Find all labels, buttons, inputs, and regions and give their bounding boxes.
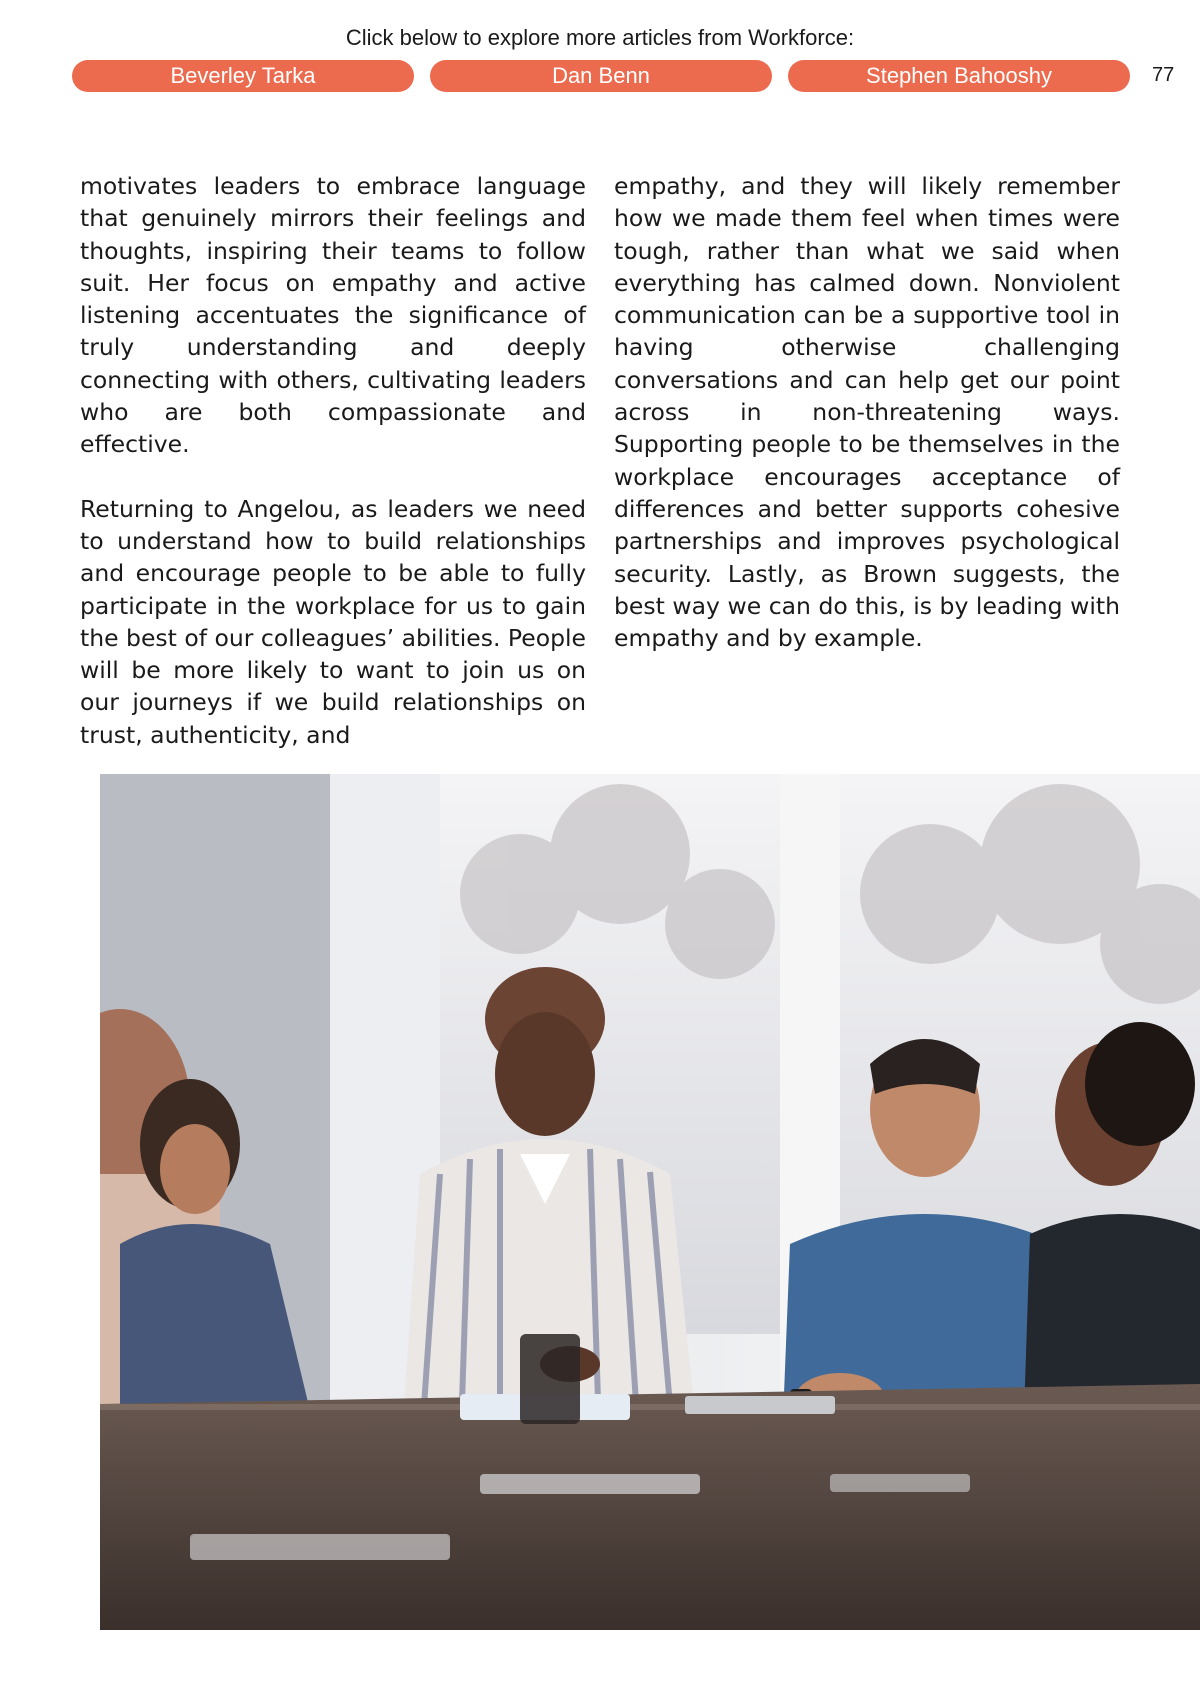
paragraph: Returning to Angelou, as leaders we need to understand how to build relationships and encourage people to be able to fully participate in the workplace for us to gain the best of our colleagues’ abilities. People will be more likely to want to join us on our journeys if we build relationships on trust, authenticity, and bbox=[80, 494, 586, 749]
paragraph: motivates leaders to embrace language that genuinely mirrors their feelings and thoughts, inspiring their teams to follow suit. Her focus on empathy and active listening accentuates the significance of truly understanding and deeply connecting with others, cultivating leaders who are both compassionate and effective. bbox=[80, 172, 586, 459]
explore-prompt: Click below to explore more articles from Workforce: bbox=[345, 25, 855, 50]
meeting-photo bbox=[100, 774, 1200, 1630]
paragraph: empathy, and they will likely remember how we made them feel when times were tough, rather than what we said when everything has calmed down. Nonviolent communication can be a supportive tool in having otherwise challenging conversations and can help get our point across in non-threatening ways. Supporting people to be themselves in the workplace encourages acceptance of differences and better supports cohesive partnerships and improves psychological security. Lastly, as Brown suggests, the best way we can do this, is by leading with empathy and by example. bbox=[614, 172, 1120, 653]
article-link-dan-benn[interactable]: Dan Benn bbox=[430, 60, 772, 92]
article-links bbox=[72, 60, 1134, 92]
article-column-left bbox=[80, 170, 586, 751]
article-link-beverley-tarka[interactable]: Beverley Tarka bbox=[72, 60, 414, 92]
meeting-photo-illustration bbox=[100, 774, 1200, 1630]
article-column-right bbox=[614, 170, 1120, 654]
article-link-stephen-bahooshy[interactable]: Stephen Bahooshy bbox=[788, 60, 1130, 92]
page-number: 77 bbox=[1152, 64, 1175, 86]
